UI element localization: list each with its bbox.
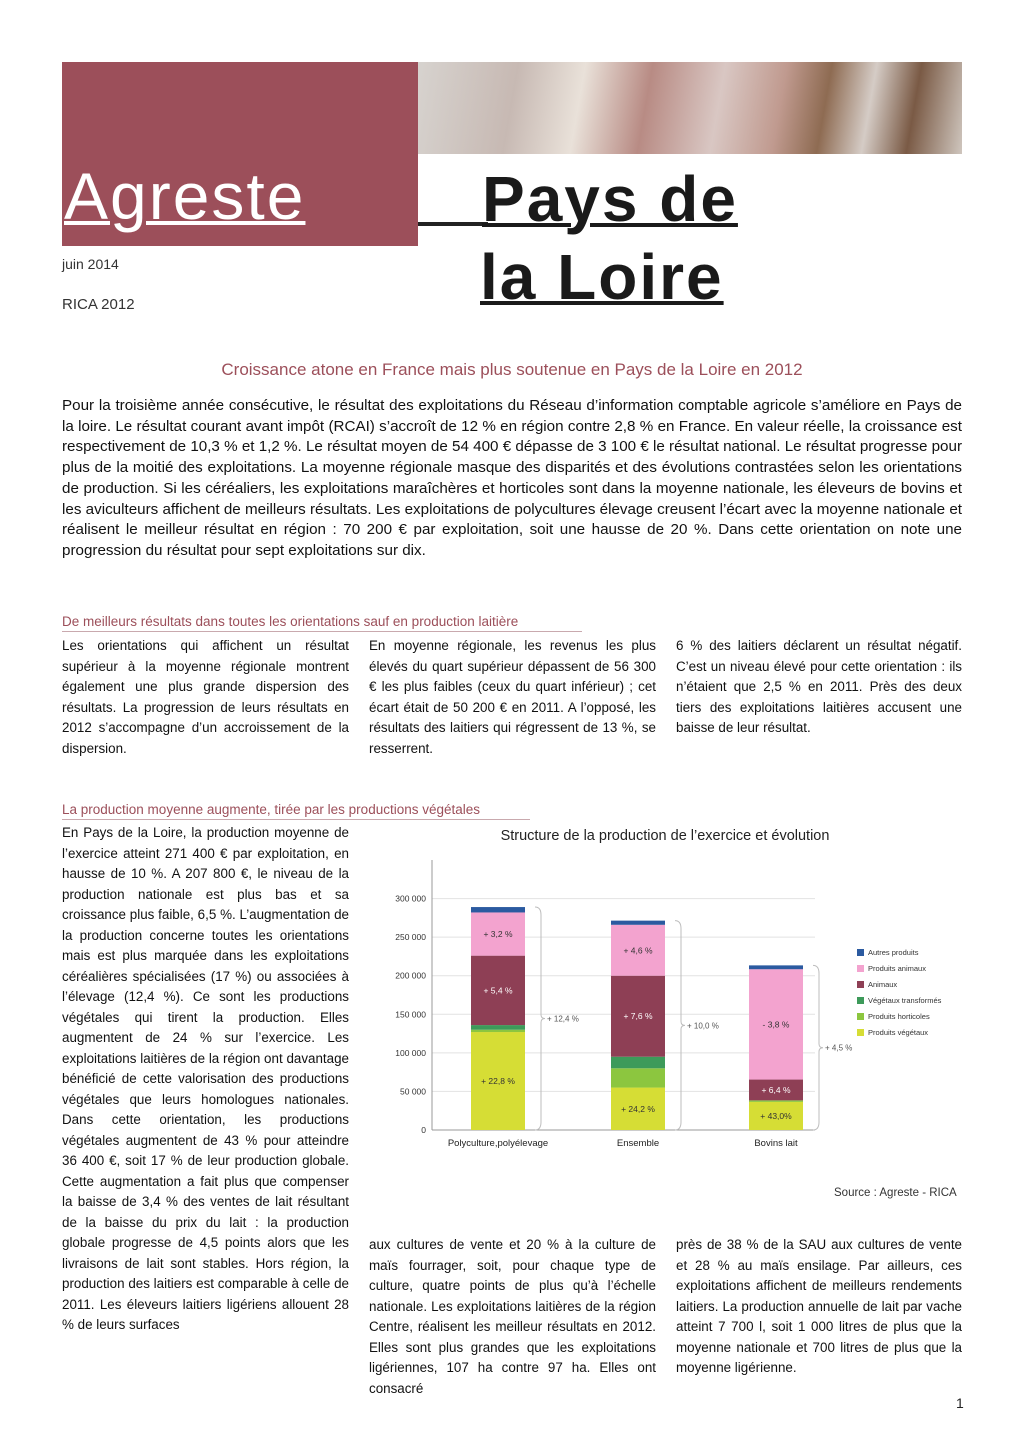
data-label: + 43,0% [760,1110,792,1121]
bar-segment [471,1030,525,1032]
bar-segment [611,1068,665,1087]
legend-swatch [857,981,864,988]
total-evolution-label: + 10,0 % [687,1021,719,1031]
chart-source: Source : Agreste - RICA [834,1187,957,1199]
section1-column3: 6 % des laitiers déclarent un résultat négatif. C’est un niveau élevé pour cette orientation : ils n’étaient que 2,5 % en 2011. Près des deux tiers des exploitations laitières accusent une baisse de leur résultat. [676,638,962,735]
legend-swatch [857,965,864,972]
x-category-label: Ensemble [616,1138,660,1149]
legend-entry: Végétaux transformés [868,996,942,1005]
section1-column1: Les orientations qui affichent un résultat supérieur à la moyenne régionale montrent également une plus grande dispersion des résultats. La progression de leurs résultats en 2012 s’accompagne d’un accroissement de la dispersion. [62,638,349,756]
y-tick-label: 250 000 [395,932,426,943]
legend-entry: Animaux [868,980,898,989]
legend-entry: Produits végétaux [868,1028,929,1037]
data-label: + 6,4 % [761,1084,791,1095]
data-label: + 7,6 % [623,1011,653,1022]
section2-column1: En Pays de la Loire, la production moyenne de l’exercice atteint 271 400 € par exploitation, en hausse de 10 %. A 207 800 €, le niveau de la production nationale est plus bas et sa croissance plus faible, 6,5 %. L’augmentation de la production concerne toutes les orientations mais est plus marquée dans les exploitations céréalières spécialisées (17 %) ou associées à l’élevage (12,4 %). Ce sont les productions végétales qui tirent la production. Elles augmentent de 24 % sur l’exercice. Les exploitations laitières de la région ont davantage bénéficié de cette valorisation des productions végétales que leurs homologues nationales. Dans cette orientation, les productions végétales augmentent de 43 % pour atteindre 36 400 €, soit 17 % de leur production globale. Cette augmentation a fait plus que compenser la baisse de 3,4 % des ventes de lait résultant de la baisse du prix du lait : la production globale progresse de 4,5 points alors que les livraisons de lait sont stables. Hors région, la production des laitiers est comparable à celle de 2011. Les éleveurs laitiers ligériens allouent 28 % de leurs surfaces [62,825,349,1332]
production-structure-chart [370,852,970,1162]
publication-date: juin 2014 [62,256,119,272]
total-evolution-label: + 4,5 % [825,1043,853,1053]
section2-rule [62,819,530,820]
bar-segment [749,1100,803,1102]
bar-segment [749,965,803,969]
section2-title: La production moyenne augmente, tirée par les productions végétales [62,802,481,817]
y-tick-label: 100 000 [395,1047,426,1058]
header-photo-euro-banknotes [418,62,962,154]
total-bracket [813,965,823,1130]
agreste-logo-text: Agreste [64,159,306,233]
legend-swatch [857,997,864,1004]
legend-swatch [857,1013,864,1020]
chart-title: Structure de la production de l’exercice et évolution [500,828,830,844]
region-title-line1: Pays de [482,163,738,235]
data-label: + 24,2 % [621,1103,655,1114]
data-label: + 3,2 % [483,929,513,940]
y-tick-label: 0 [421,1125,426,1135]
y-tick-label: 50 000 [400,1086,426,1097]
intro-paragraph: Pour la troisième année consécutive, le résultat des exploitations du Réseau d’information comptable agricole s’améliore en Pays de la loire. Le résultat courant avant impôt (RCAI) s’accroît de 12 % en région contre 2,8 % en France. En valeur réelle, la croissance est respectivement de 10,3 % et 1,2 %. Le résultat moyen de 54 400 € dépasse de 3 100 € le résultat national. Le résultat progresse pour plus de la moitié des exploitations. La moyenne régionale masque des disparités et des évolutions contrastées selon les orientations de production. Si les céréaliers, les exploitations maraîchères et horticoles sont dans la moyenne nationale, les éleveurs de bovins et les aviculteurs affichent de meilleurs résultats. Les exploitations de polycultures élevage creusent l’écart avec la moyenne nationale et réalisent le meilleur résultat en région : 70 200 € par exploitation, soit une hausse de 20 %. Dans cette orientation on note une progression du résultat pour sept exploitations sur dix. [62,397,963,559]
data-label: + 5,4 % [483,985,513,996]
bar-segment [471,1025,525,1030]
legend-entry: Produits animaux [868,964,926,973]
section2-column2: aux cultures de vente et 20 % à la culture de maïs fourrager, soit, pour chaque type de culture, quatre points de plus qu’à l’échelle nationale. Les exploitations laitières de la région Centre, réalisent les meilleur résultats en 2012. Elles sont plus grandes que les exploitations ligériennes, 107 ha contre 97 ha. Elles ont consacré [369,1237,656,1396]
logo-underline [418,222,488,226]
legend-entry: Autres produits [868,948,919,957]
y-tick-label: 150 000 [395,1009,426,1020]
section1-column2: En moyenne régionale, les revenus les plus élevés du quart supérieur dépassent de 56 300 € les plus faibles (ceux du quart inférieur) ; cet écart était de 50 200 € en 2011. A l’opposé, les résultats des laitiers qui régressent de 13 %, se resserrent. [369,638,656,756]
total-evolution-label: + 12,4 % [547,1014,579,1024]
data-label: + 22,8 % [481,1076,515,1087]
legend-swatch [857,949,864,956]
total-bracket [675,921,685,1130]
data-label: - 3,8 % [762,1019,790,1030]
section2-column3: près de 38 % de la SAU aux cultures de vente et 28 % au maïs ensilage. Par ailleurs, ces exploitations affichent de meilleurs rendements laitiers. La production annuelle de lait par vache atteint 7 700 l, soit 1 000 litres de plus que la moyenne nationale et 700 litres de plus que la moyenne ligérienne. [676,1237,962,1375]
section1-rule [62,631,582,632]
legend-entry: Produits horticoles [868,1012,930,1021]
section1-title: De meilleurs résultats dans toutes les orientations sauf en production laitière [62,614,519,629]
headline: Croissance atone en France mais plus soutenue en Pays de la Loire en 2012 [221,360,803,379]
bar-segment [611,1057,665,1069]
total-bracket [535,907,545,1130]
page-number: 1 [956,1395,964,1411]
data-label: + 4,6 % [623,945,653,956]
region-title-line2: la Loire [480,241,724,313]
bar-segment [471,907,525,912]
publication-series: RICA 2012 [62,296,135,313]
y-tick-label: 200 000 [395,970,426,981]
legend-swatch [857,1029,864,1036]
y-tick-label: 300 000 [395,893,426,904]
bar-segment [611,921,665,925]
x-category-label: Bovins lait [754,1138,798,1149]
x-category-label: Polyculture,polyélevage [447,1138,549,1149]
